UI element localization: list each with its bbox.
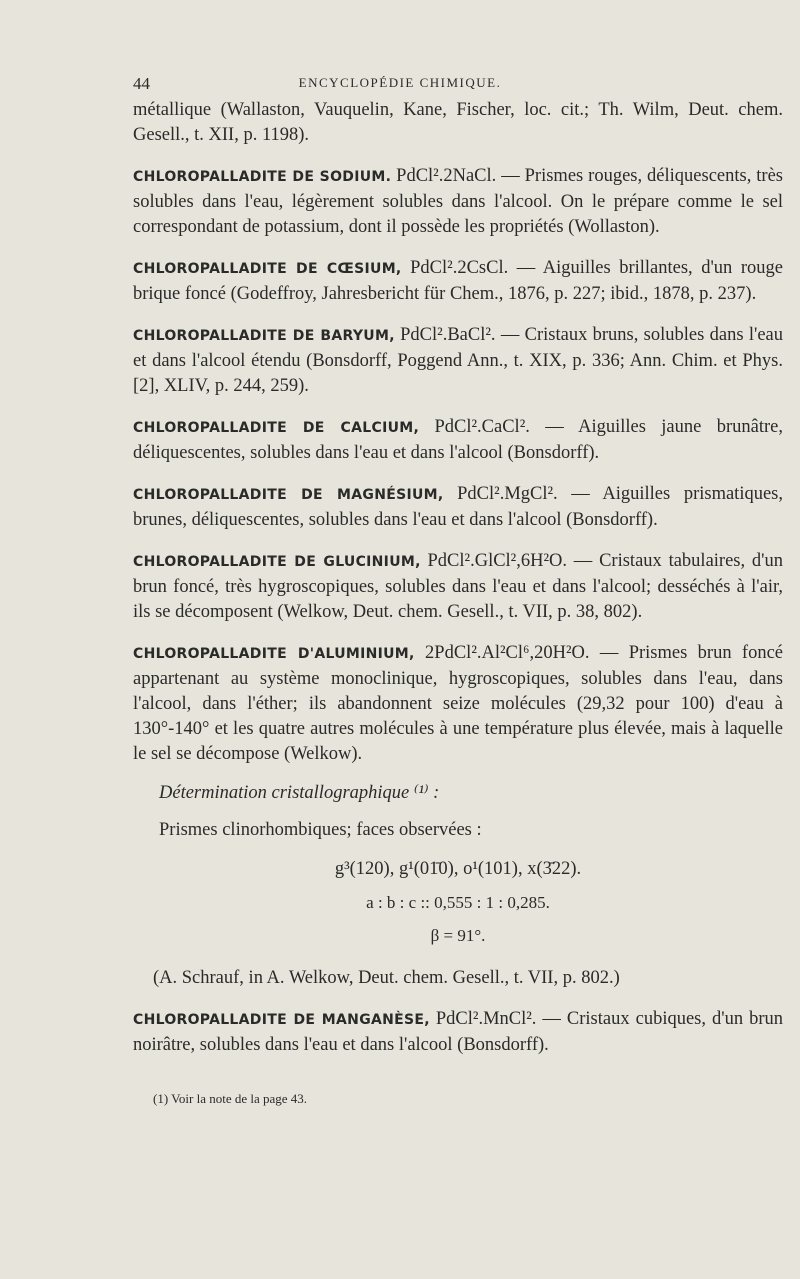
entry-heading: CHLOROPALLADITE DE MANGANÈSE, [133, 1012, 430, 1028]
crystallography-ratio: a : b : c :: 0,555 : 1 : 0,285. [366, 893, 550, 912]
entry-heading: CHLOROPALLADITE DE CŒSIUM, [133, 261, 402, 277]
entry-sodium [133, 164, 783, 240]
running-title: ENCYCLOPÉDIE CHIMIQUE. [298, 75, 502, 90]
crystallography-faces-intro: Prismes clinorhombiques; faces observées : [159, 820, 482, 840]
entry-heading: CHLOROPALLADITE DE CALCIUM, [133, 420, 420, 436]
footnote: (1) Voir la note de la page 43. [153, 1091, 308, 1106]
crystallography-title: Détermination cristallographique ⁽¹⁾ : [159, 783, 440, 803]
entry-heading: CHLOROPALLADITE D'ALUMINIUM, [133, 646, 415, 662]
entry-caesium [133, 256, 783, 307]
crystallography-beta: β = 91°. [430, 926, 486, 945]
entry-calcium [133, 415, 783, 466]
continuation-paragraph: métallique (Wallaston, Vauquelin, Kane, Fischer, loc. cit.; Th. Wilm, Deut. chem. Gesell., t. XII, p. 1198). [133, 100, 783, 145]
entry-heading: CHLOROPALLADITE DE BARYUM, [133, 328, 395, 344]
entry-text: PdCl².MnCl². — Cristaux cubiques, d'un brun noirâtre, solubles dans l'eau et dans l'alcool (Bonsdorff). [133, 1009, 783, 1055]
entry-manganese [133, 1007, 783, 1058]
page-header [0, 74, 800, 96]
crystallography-reference: (A. Schrauf, in A. Welkow, Deut. chem. Gesell., t. VII, p. 802.) [153, 968, 620, 988]
entry-text: PdCl².MgCl². — Aiguilles prismatiques, brunes, déliquescentes, solubles dans l'eau et dans l'alcool (Bonsdorff). [133, 484, 784, 530]
entry-text: 2PdCl².Al²Cl⁶,20H²O. — Prismes brun foncé appartenant au système monoclinique, hygroscopiques, solubles dans l'eau, dans l'alcool, dans l'éther; ils abandonnent seize molécules (29,32 pour 100) d'eau à 130°-140° et les quatre autres molécules à une température plus élevée, mais à laquelle le sel se décompose (Welkow). [133, 643, 784, 764]
entry-barium [133, 323, 783, 399]
entry-magnesium [133, 482, 783, 533]
page-number: 44 [133, 74, 150, 93]
page-body [133, 98, 783, 1111]
entry-text: PdCl².GlCl²,6H²O. — Cristaux tabulaires, d'un brun foncé, très hygroscopiques, solubles dans l'eau et dans l'alcool; desséchés à l'air, ils se décomposent (Welkow, Deut. chem. Gesell., t. VII, p. 38, 802). [133, 551, 783, 622]
entry-aluminium [133, 641, 783, 767]
entry-heading: CHLOROPALLADITE DE MAGNÉSIUM, [133, 487, 444, 503]
entry-text: PdCl².CaCl². — Aiguilles jaune brunâtre, déliquescentes, solubles dans l'eau et dans l'alcool (Bonsdorff). [133, 417, 783, 463]
entry-heading: CHLOROPALLADITE DE SODIUM. [133, 169, 392, 185]
entry-heading: CHLOROPALLADITE DE GLUCINIUM, [133, 554, 421, 570]
crystallography-faces: g³(120), g¹(01̄0), o¹(101), x(3̄22). [334, 859, 582, 879]
entry-text: PdCl².2NaCl. — Prismes rouges, déliquescents, très solubles dans l'eau, légèrement solubles dans l'alcool. On le prépare comme le sel correspondant de potassium, dont il possède les propriétés (Wollaston). [133, 166, 783, 237]
entry-glucinium [133, 549, 783, 625]
entry-text: PdCl².2CsCl. — Aiguilles brillantes, d'un rouge brique foncé (Godeffroy, Jahresbericht für Chem., 1876, p. 227; ibid., 1878, p. 237). [133, 258, 783, 304]
entry-text: PdCl².BaCl². — Cristaux bruns, solubles dans l'eau et dans l'alcool étendu (Bonsdorff, Poggend Ann., t. XIX, p. 336; Ann. Chim. et Phys. [2], XLIV, p. 244, 259). [133, 325, 784, 396]
